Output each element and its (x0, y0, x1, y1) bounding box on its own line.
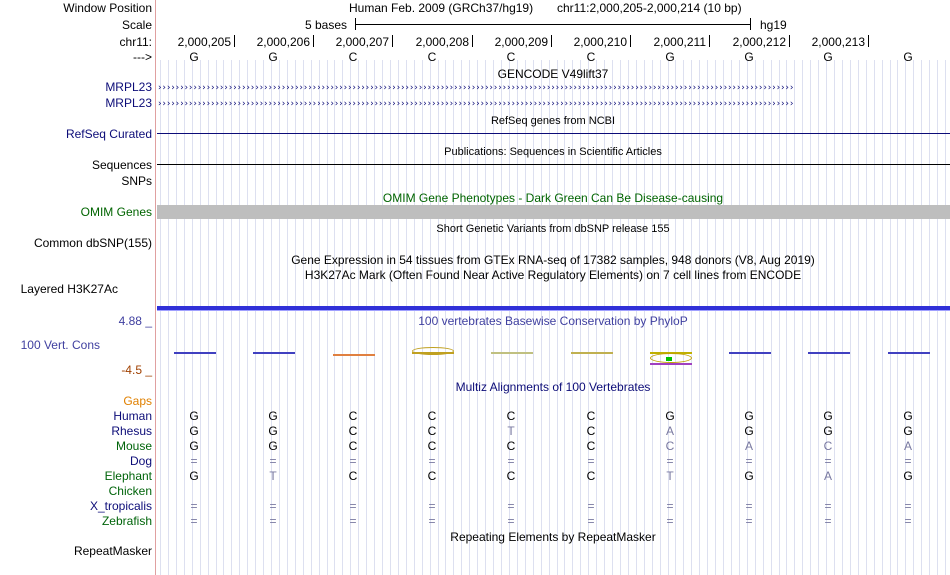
alignment-base-mouse: C (348, 439, 358, 453)
alignment-base-rhesus: G (744, 424, 754, 438)
conservation-mark (174, 352, 216, 354)
scale-text: 5 bases (305, 18, 348, 32)
label-omim-genes[interactable]: OMIM Genes (80, 205, 152, 219)
grid-line (279, 60, 280, 575)
grid-line (239, 60, 240, 575)
alignment-base-xtrop: = (824, 499, 832, 513)
alignment-base-zebrafish: = (349, 514, 357, 528)
alignment-base-human: G (823, 409, 833, 423)
coordinate-tick (630, 35, 631, 47)
alignment-base-rhesus: C (586, 424, 596, 438)
alignment-base-elephant: G (903, 469, 913, 483)
alignment-base-xtrop: = (428, 499, 436, 513)
alignment-base-xtrop: = (190, 499, 198, 513)
grid-line (398, 60, 399, 575)
scale-tick-right (750, 18, 751, 30)
coordinate-label: 2,000,212 (732, 35, 786, 49)
grid-line (200, 60, 201, 575)
coordinate-tick (313, 35, 314, 47)
label-mrpl23-2[interactable]: MRPL23 (105, 96, 152, 110)
label-divider (155, 0, 156, 575)
grid-line (334, 60, 335, 575)
grid-line (913, 60, 914, 575)
reference-base: G (268, 50, 278, 64)
coordinate-tick (551, 35, 552, 47)
grid-line (850, 60, 851, 575)
alignment-base-elephant: T (269, 469, 277, 483)
reference-base: C (506, 50, 516, 64)
coordinate-label: 2,000,205 (177, 35, 231, 49)
alignment-base-human: C (427, 409, 437, 423)
alignment-base-zebrafish: = (745, 514, 753, 528)
grid-line (810, 60, 811, 575)
alignment-base-dog: = (190, 454, 198, 468)
alignment-base-dog: = (349, 454, 357, 468)
alignment-base-dog: = (428, 454, 436, 468)
grid-line (366, 60, 367, 575)
alignment-base-elephant: G (744, 469, 754, 483)
grid-line (755, 60, 756, 575)
alignment-base-rhesus: T (507, 424, 515, 438)
grid-line (327, 60, 328, 575)
grid-line (390, 60, 391, 575)
grid-line (842, 60, 843, 575)
reference-base: G (903, 50, 913, 64)
grid-line (834, 60, 835, 575)
grid-line (786, 60, 787, 575)
alignment-base-rhesus: C (348, 424, 358, 438)
scale-bar (355, 24, 750, 25)
conservation-mark (808, 352, 850, 354)
alignment-base-elephant: C (348, 469, 358, 483)
label-gaps[interactable]: Gaps (123, 394, 152, 408)
track-label-column (0, 0, 155, 575)
grid-line (929, 60, 930, 575)
alignment-base-zebrafish: = (507, 514, 515, 528)
repeatmasker-title: Repeating Elements by RepeatMasker (450, 530, 656, 544)
coordinate-label: 2,000,213 (811, 35, 865, 49)
label-refseq-curated[interactable]: RefSeq Curated (65, 127, 152, 141)
grid-line (739, 60, 740, 575)
alignment-base-elephant: T (666, 469, 674, 483)
alignment-base-rhesus: G (903, 424, 913, 438)
grid-line (406, 60, 407, 575)
alignment-base-rhesus: A (665, 424, 674, 438)
grid-line (802, 60, 803, 575)
grid-line (176, 60, 177, 575)
h3k27ac-signal-shadow (157, 310, 950, 311)
reference-base: G (665, 50, 675, 64)
grid-line (826, 60, 827, 575)
alignment-base-elephant: C (427, 469, 437, 483)
alignment-base-dog: = (745, 454, 753, 468)
label-zebrafish[interactable]: Zebrafish (101, 514, 152, 528)
alignment-base-mouse: G (189, 439, 199, 453)
label-cons-max: 4.88 _ (118, 314, 152, 328)
grid-line (358, 60, 359, 575)
grid-line (295, 60, 296, 575)
label-cons-min: -4.5 _ (121, 363, 152, 377)
grid-line (723, 60, 724, 575)
coordinate-tick (709, 35, 710, 47)
h3k27ac-title: H3K27Ac Mark (Often Found Near Active Regulatory Elements) on 7 cell lines from ENCODE (304, 268, 802, 282)
alignment-base-xtrop: = (666, 499, 674, 513)
grid-line (731, 60, 732, 575)
alignment-base-human: G (903, 409, 913, 423)
scale-db: hg19 (760, 18, 787, 32)
grid-line (208, 60, 209, 575)
conservation-mark (571, 352, 613, 354)
grid-line (921, 60, 922, 575)
alignment-base-dog: = (269, 454, 277, 468)
alignment-base-zebrafish: = (190, 514, 198, 528)
coordinate-tick (789, 35, 790, 47)
coordinate-label: 2,000,208 (415, 35, 469, 49)
alignment-base-zebrafish: = (428, 514, 436, 528)
grid-line (319, 60, 320, 575)
browser-track-area[interactable] (157, 0, 950, 575)
label-repeatmasker[interactable]: RepeatMasker (73, 544, 152, 558)
label-snps[interactable]: SNPs (121, 174, 152, 188)
publications-title: Publications: Sequences in Scientific Articles (444, 146, 662, 158)
omim-gene-bar[interactable] (157, 205, 950, 219)
coordinate-label: 2,000,211 (653, 35, 706, 49)
grid-line (858, 60, 859, 575)
alignment-base-dog: = (507, 454, 515, 468)
alignment-base-xtrop: = (269, 499, 277, 513)
alignment-base-human: G (665, 409, 675, 423)
reference-base: G (823, 50, 833, 64)
alignment-base-human: C (586, 409, 596, 423)
grid-line (699, 60, 700, 575)
label-x-tropicalis[interactable]: X_tropicalis (89, 499, 152, 513)
label-human[interactable]: Human (113, 409, 152, 423)
label-scale: Scale (121, 18, 152, 32)
grid-line (945, 60, 946, 575)
multiz-title: Multiz Alignments of 100 Vertebrates (455, 380, 651, 394)
conservation-mark (253, 352, 295, 354)
alignment-base-zebrafish: = (269, 514, 277, 528)
grid-line (905, 60, 906, 575)
omim-title: OMIM Gene Phenotypes - Dark Green Can Be Disease-causing (382, 191, 724, 205)
grid-line (382, 60, 383, 575)
refseq-title: RefSeq genes from NCBI (490, 115, 616, 127)
label-sequences[interactable]: Sequences (91, 158, 152, 172)
grid-line (287, 60, 288, 575)
alignment-base-mouse: G (268, 439, 278, 453)
alignment-base-zebrafish: = (824, 514, 832, 528)
alignment-base-rhesus: C (427, 424, 437, 438)
alignment-base-elephant: G (189, 469, 199, 483)
alignment-base-rhesus: G (189, 424, 199, 438)
coordinate-label: 2,000,206 (256, 35, 310, 49)
grid-line (216, 60, 217, 575)
label-100-vert-cons[interactable]: 100 Vert. Cons (20, 338, 100, 352)
grid-line (779, 60, 780, 575)
alignment-base-human: C (506, 409, 516, 423)
label-strand: ---> (133, 50, 152, 64)
alignment-base-xtrop: = (507, 499, 515, 513)
reference-base: C (427, 50, 437, 64)
reference-base: C (348, 50, 358, 64)
grid-line (223, 60, 224, 575)
grid-line (303, 60, 304, 575)
alignment-base-xtrop: = (904, 499, 912, 513)
mrpl23-transcript-1[interactable]: ›››››››››››››››››››››››››››››››››››››››››››››››››››››››››››››››››››››››››››››››››››››››››››››››››››››››››››››››››››››››››››››››››››››››››››››››› (157, 85, 794, 91)
coordinate-tick (392, 35, 393, 47)
gencode-title: GENCODE V49lift37 (497, 67, 609, 81)
label-layered-h3k27ac[interactable]: Layered H3K27Ac (20, 282, 118, 296)
grid-line (715, 60, 716, 575)
alignment-base-rhesus: G (823, 424, 833, 438)
grid-line (691, 60, 692, 575)
alignment-base-zebrafish: = (587, 514, 595, 528)
phylop-title: 100 vertebrates Basewise Conservation by PhyloP (418, 314, 688, 328)
grid-line (794, 60, 795, 575)
publications-line[interactable] (157, 164, 950, 165)
alignment-base-mouse: C (427, 439, 437, 453)
coordinate-label: 2,000,209 (494, 35, 548, 49)
label-common-dbsnp[interactable]: Common dbSNP(155) (33, 236, 152, 250)
grid-line (897, 60, 898, 575)
coordinate-label: 2,000,210 (573, 35, 627, 49)
alignment-base-human: C (348, 409, 358, 423)
grid-line (414, 60, 415, 575)
grid-line (771, 60, 772, 575)
scale-tick-left (355, 18, 356, 30)
alignment-base-xtrop: = (587, 499, 595, 513)
alignment-base-zebrafish: = (666, 514, 674, 528)
grid-line (184, 60, 185, 575)
reference-base: C (586, 50, 596, 64)
coordinate-tick (234, 35, 235, 47)
alignment-base-mouse: A (744, 439, 753, 453)
alignment-base-mouse: C (506, 439, 516, 453)
alignment-base-rhesus: G (268, 424, 278, 438)
grid-line (255, 60, 256, 575)
alignment-base-mouse: C (665, 439, 675, 453)
conservation-mark (333, 354, 375, 356)
label-rhesus[interactable]: Rhesus (111, 424, 152, 438)
reference-base: G (189, 50, 199, 64)
grid-line (342, 60, 343, 575)
alignment-base-mouse: C (586, 439, 596, 453)
grid-line (890, 60, 891, 575)
alignment-base-dog: = (824, 454, 832, 468)
conservation-mark (888, 352, 930, 354)
coordinate-tick (472, 35, 473, 47)
alignment-base-elephant: C (586, 469, 596, 483)
alignment-base-human: G (268, 409, 278, 423)
coordinate-tick (868, 35, 869, 47)
alignment-base-mouse: A (903, 439, 912, 453)
label-chrom: chr11: (119, 35, 152, 49)
grid-line (374, 60, 375, 575)
label-mrpl23-1[interactable]: MRPL23 (105, 80, 152, 94)
grid-line (350, 60, 351, 575)
grid-line (937, 60, 938, 575)
grid-line (160, 60, 161, 575)
grid-line (707, 60, 708, 575)
grid-line (168, 60, 169, 575)
coordinate-label: 2,000,207 (335, 35, 389, 49)
label-chicken[interactable]: Chicken (108, 484, 152, 498)
grid-line (192, 60, 193, 575)
mrpl23-transcript-2[interactable]: ›››››››››››››››››››››››››››››››››››››››››››››››››››››››››››››››››››››››››››››››››››››››››››››››››››››››››››››››››››››››››››››››››››››››››››››››› (157, 101, 794, 107)
alignment-base-mouse: C (823, 439, 833, 453)
gtex-title: Gene Expression in 54 tissues from GTEx RNA-seq of 17382 samples, 948 donors (V8, Aug 2019) (291, 253, 815, 267)
conservation-mark (729, 352, 771, 354)
conservation-mark (650, 363, 692, 365)
alignment-base-elephant: A (823, 469, 832, 483)
alignment-base-dog: = (587, 454, 595, 468)
grid-line (311, 60, 312, 575)
alignment-base-xtrop: = (745, 499, 753, 513)
grid-line (763, 60, 764, 575)
grid-line (263, 60, 264, 575)
label-window-position: Window Position (63, 1, 152, 15)
conservation-mark (491, 352, 533, 354)
grid-line (747, 60, 748, 575)
alignment-base-elephant: C (506, 469, 516, 483)
grid-line (866, 60, 867, 575)
alignment-base-human: G (744, 409, 754, 423)
alignment-base-dog: = (904, 454, 912, 468)
refseq-gene-line[interactable] (157, 133, 950, 134)
label-mouse[interactable]: Mouse (115, 439, 152, 453)
conservation-mark (412, 347, 454, 355)
alignment-base-zebrafish: = (904, 514, 912, 528)
label-dog[interactable]: Dog (129, 454, 152, 468)
grid-line (882, 60, 883, 575)
grid-line (247, 60, 248, 575)
grid-line (231, 60, 232, 575)
grid-line (271, 60, 272, 575)
conservation-mark (666, 357, 672, 361)
label-elephant[interactable]: Elephant (104, 469, 152, 483)
grid-line (874, 60, 875, 575)
dbsnp-title: Short Genetic Variants from dbSNP release 155 (436, 223, 670, 235)
alignment-base-human: G (189, 409, 199, 423)
position-title: chr11:2,000,205-2,000,214 (10 bp) (557, 1, 742, 15)
reference-base: G (744, 50, 754, 64)
grid-line (818, 60, 819, 575)
alignment-base-xtrop: = (349, 499, 357, 513)
assembly-title: Human Feb. 2009 (GRCh37/hg19) (349, 1, 534, 15)
alignment-base-dog: = (666, 454, 674, 468)
